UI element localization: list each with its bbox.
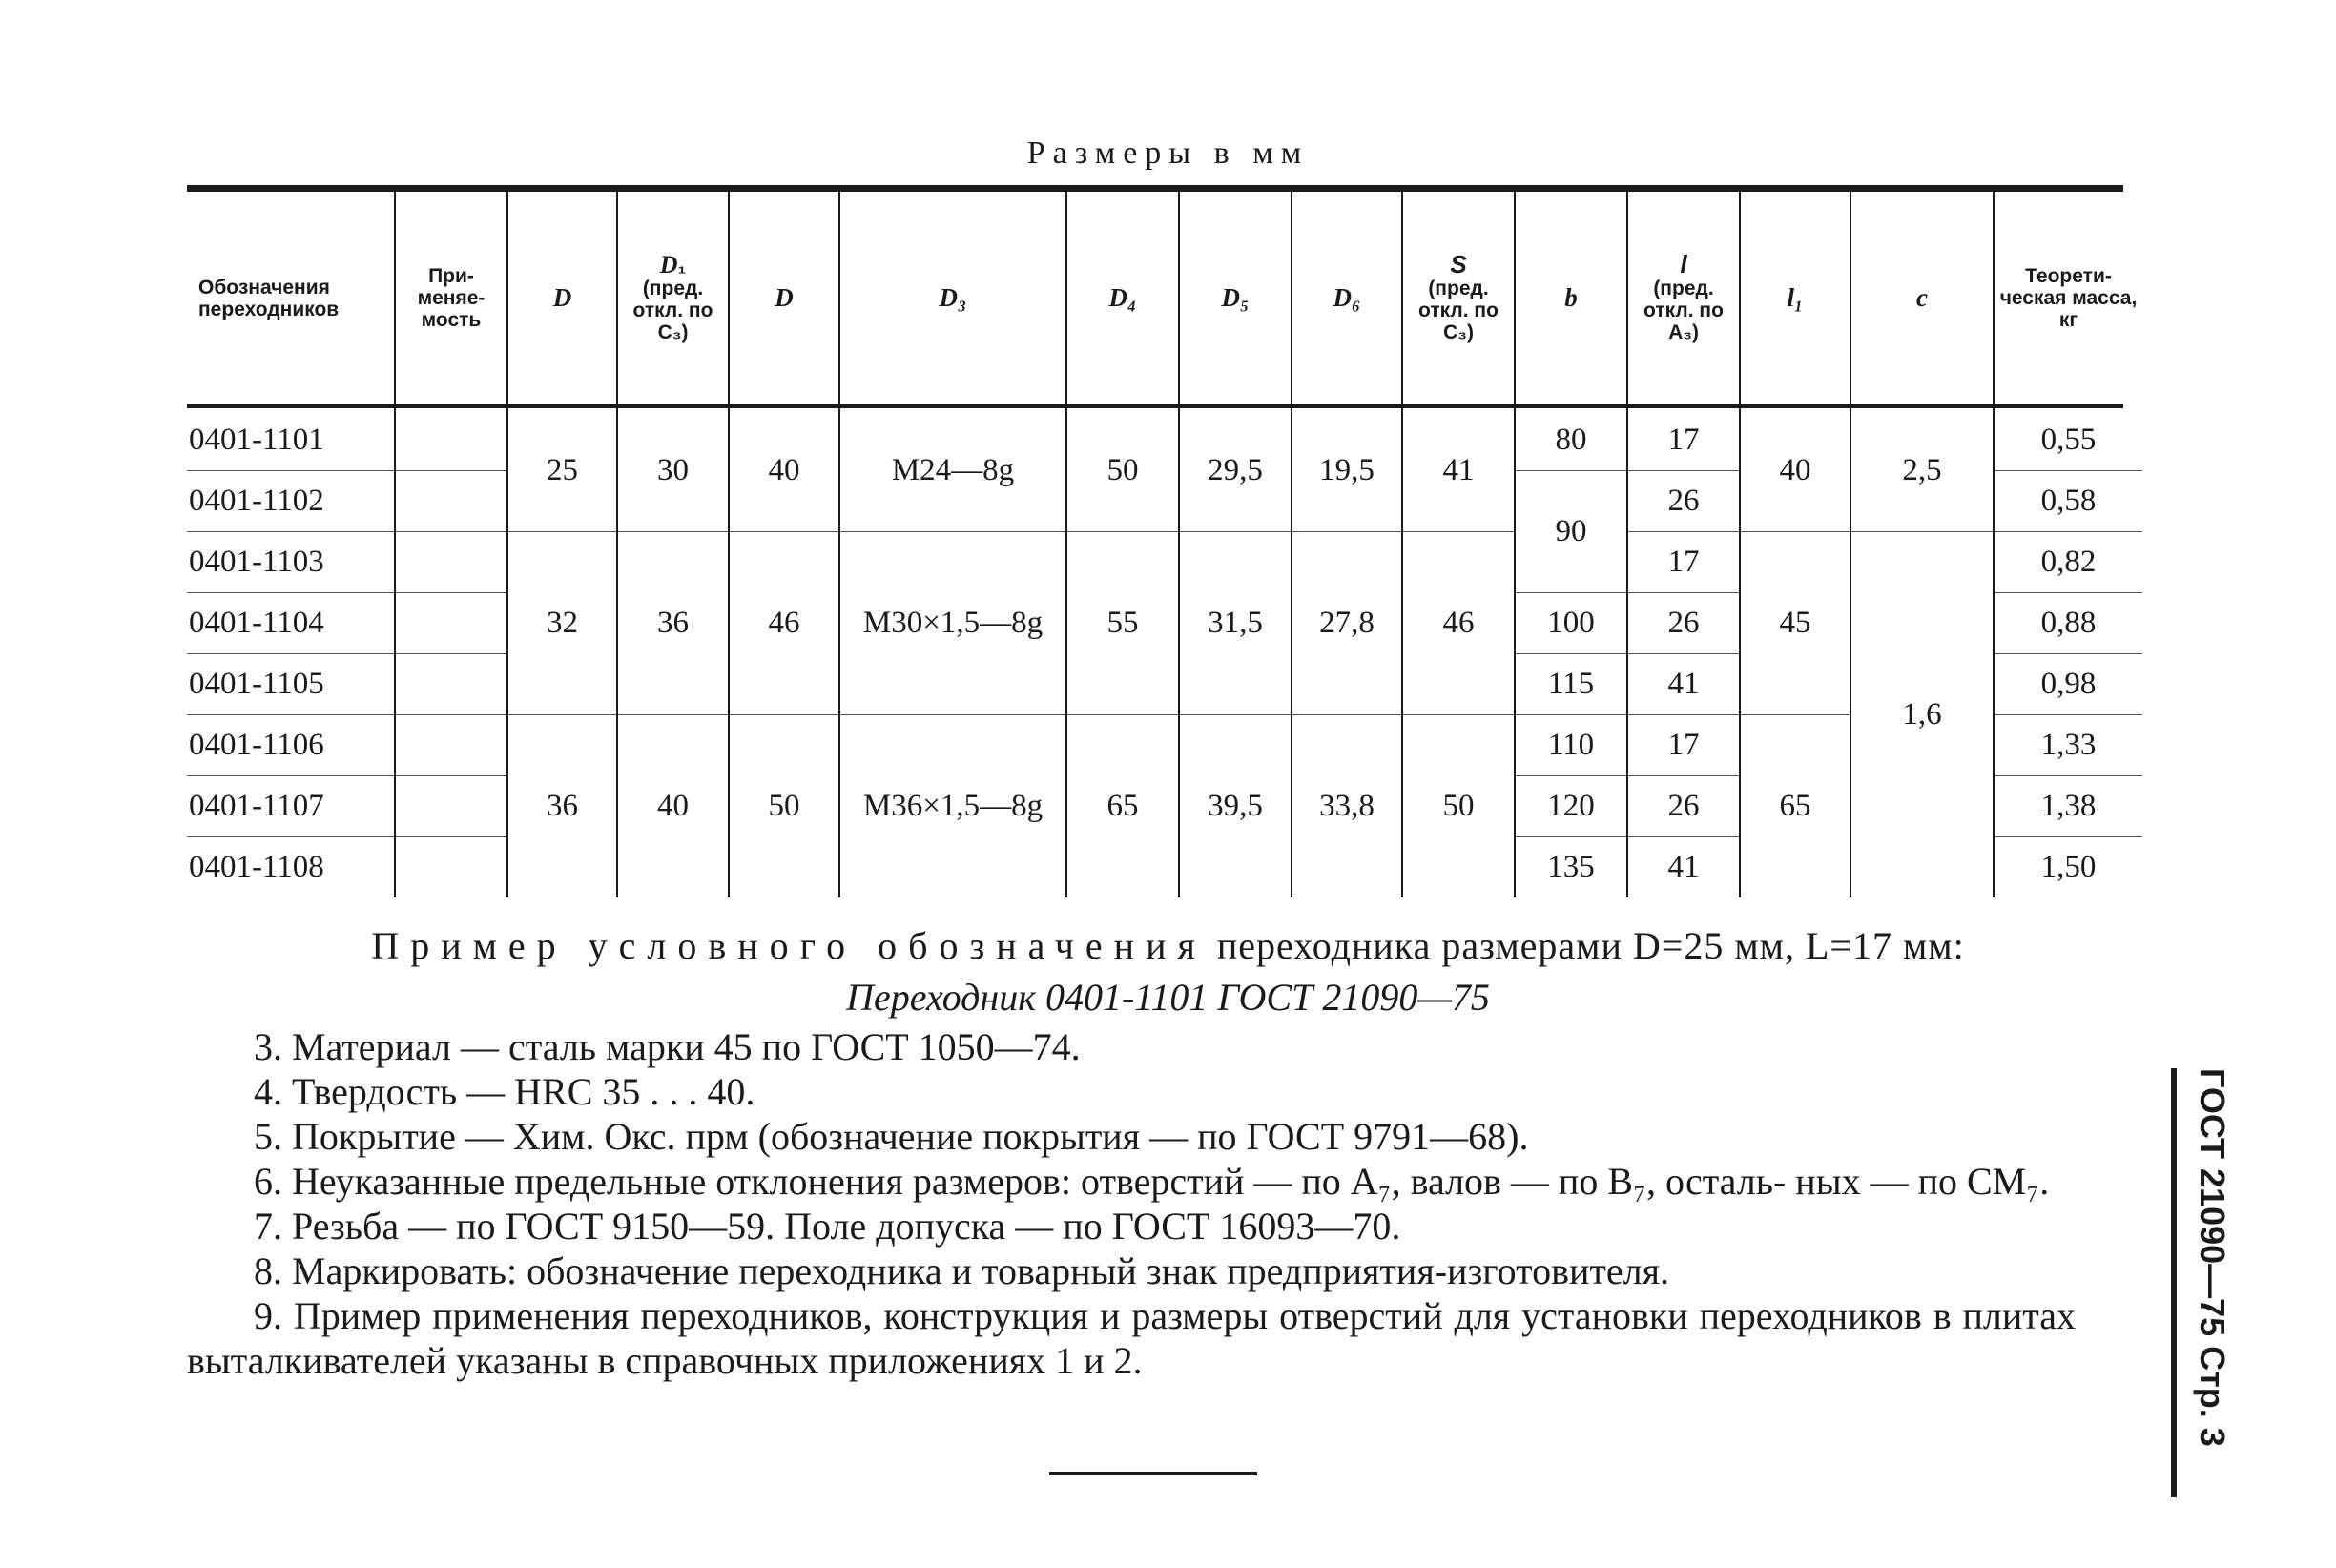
cell-d1: 30 [617,404,729,532]
header-d1-label: D [659,250,678,279]
cell-l: 41 [1627,654,1740,715]
cell-d6: 33,8 [1292,715,1402,898]
cell-b: 115 [1515,654,1627,715]
table-caption: Размеры в мм [1026,135,1310,171]
note-item: 4. Твердость — HRC 35 . . . 40. [254,1070,755,1113]
cell-b: 120 [1515,776,1627,837]
cell-mass: 0,88 [1994,593,2142,654]
cell-applicability [395,471,507,532]
header-d5: D₅ [1179,192,1292,404]
header-designation: Обозначения переходников [198,276,340,320]
dimensions-table [187,192,2142,897]
cell-d: 36 [507,715,617,898]
cell-d5: 31,5 [1179,532,1292,715]
cell-code: 0401-1101 [187,404,395,471]
cell-mass: 1,38 [1994,776,2142,837]
header-d1-note: (пред. откл. по C₃) [632,277,713,343]
cell-mass: 0,98 [1994,654,2142,715]
header-d6: D₆ [1292,192,1402,404]
note-item: 5. Покрытие — Хим. Окс. прм (обозначение покрытия — по ГОСТ 9791—68). [254,1115,1529,1158]
header-l-label: l [1680,249,1687,279]
cell-d4: 50 [1066,404,1179,532]
cell-applicability [395,715,507,776]
note-item: 6. Неуказанные предельные отклонения размеров: отверстий — по A₇, валов — по B₇, осталь- ных — по CM₇. [254,1160,2050,1203]
cell-applicability [395,404,507,471]
cell-l: 41 [1627,837,1740,898]
table-row [187,404,2142,471]
side-rule [2171,1068,2177,1497]
header-l1: l₁ [1740,192,1850,404]
table-row [187,532,2142,593]
example-rest-text: переходника размерами D=25 мм, L=17 мм: [1216,924,1965,967]
note-item: 8. Маркировать: обозначение переходника и товарный знак предприятия-изготовителя. [254,1249,1669,1292]
cell-code: 0401-1102 [187,471,395,532]
cell-code: 0401-1107 [187,776,395,837]
cell-mass: 1,50 [1994,837,2142,898]
cell-thread: M30×1,5—8g [839,532,1066,715]
cell-c: 1,6 [1850,532,1994,898]
cell-d1: 36 [617,532,729,715]
header-d1 [617,192,729,404]
cell-s: 46 [1402,532,1515,715]
cell-code: 0401-1103 [187,532,395,593]
header-b: b [1515,192,1627,404]
cell-l: 17 [1627,715,1740,776]
example-spaced-text: Пример условного обозначения [371,924,1207,967]
cell-b: 80 [1515,404,1627,471]
cell-applicability [395,654,507,715]
cell-code: 0401-1105 [187,654,395,715]
table-header-rule [187,404,2123,408]
cell-code: 0401-1108 [189,850,324,884]
cell-l1: 40 [1740,404,1850,532]
note-item: 7. Резьба — по ГОСТ 9150—59. Поле допуска — по ГОСТ 16093—70. [254,1205,1401,1248]
cell-mass: 0,55 [1994,404,2142,471]
footer-rule [1049,1472,1257,1475]
example-designation: Переходник 0401-1101 ГОСТ 21090—75 [846,976,1490,1019]
cell-c: 2,5 [1850,404,1994,532]
side-header [2175,1068,2232,1497]
cell-s: 41 [1402,404,1515,532]
notes-list [187,1024,2076,1383]
cell-applicability [395,532,507,593]
header-s-label: S [1450,249,1467,279]
header-d1-sub: ₁ [677,255,687,278]
cell-applicability [395,776,507,837]
note-item: 3. Материал — сталь марки 45 по ГОСТ 1050—74. [254,1025,1081,1068]
cell-d6: 27,8 [1292,532,1402,715]
cell-b: 90 [1515,471,1627,593]
cell-d-bore: 40 [729,404,839,532]
header-applicability: При- меняе- мость [395,192,507,404]
header-d: D [507,192,617,404]
cell-d-bore: 46 [729,532,839,715]
cell-b: 135 [1515,837,1627,898]
cell-d4: 65 [1066,715,1179,898]
cell-thread: M36×1,5—8g [839,715,1066,898]
cell-mass: 1,33 [1994,715,2142,776]
table-row [187,715,2142,776]
cell-l: 26 [1627,471,1740,532]
cell-code: 0401-1104 [187,593,395,654]
header-s-note: (пред. откл. по C₃) [1418,277,1499,343]
cell-code: 0401-1106 [187,715,395,776]
cell-l: 26 [1627,776,1740,837]
cell-mass: 0,82 [1994,532,2142,593]
cell-l1: 65 [1740,715,1850,898]
header-d-bore: D [729,192,839,404]
header-s [1402,192,1515,404]
table-header-row [187,192,2142,404]
note-item: 9. Пример применения переходников, конструкция и размеры отверстий для установки переходников в плитах выталкивателей указаны в справочных приложениях 1 и 2. [187,1294,2076,1382]
cell-b: 100 [1515,593,1627,654]
cell-applicability [395,837,507,898]
cell-mass: 0,58 [1994,471,2142,532]
cell-d: 25 [507,404,617,532]
cell-l: 17 [1627,532,1740,593]
cell-thread: M24—8g [839,404,1066,532]
cell-l: 26 [1627,593,1740,654]
cell-d5: 39,5 [1179,715,1292,898]
cell-d6: 19,5 [1292,404,1402,532]
cell-l: 17 [1627,404,1740,471]
header-l [1627,192,1740,404]
header-mass: Теорети- ческая масса, кг [1994,192,2142,404]
header-d3: D₃ [839,192,1066,404]
cell-applicability [395,593,507,654]
cell-s: 50 [1402,715,1515,898]
header-l-note: (пред. откл. по A₃) [1643,277,1724,343]
header-c: c [1850,192,1994,404]
side-label: ГОСТ 21090—75 Стр. 3 [2193,1068,2232,1447]
cell-l1: 45 [1740,532,1850,715]
cell-d-bore: 50 [729,715,839,898]
cell-b: 110 [1515,715,1627,776]
header-d4: D₄ [1066,192,1179,404]
table-top-rule [187,185,2123,192]
cell-d4: 55 [1066,532,1179,715]
cell-d5: 29,5 [1179,404,1292,532]
designation-example [0,923,2336,968]
cell-d: 32 [507,532,617,715]
cell-d1: 40 [617,715,729,898]
